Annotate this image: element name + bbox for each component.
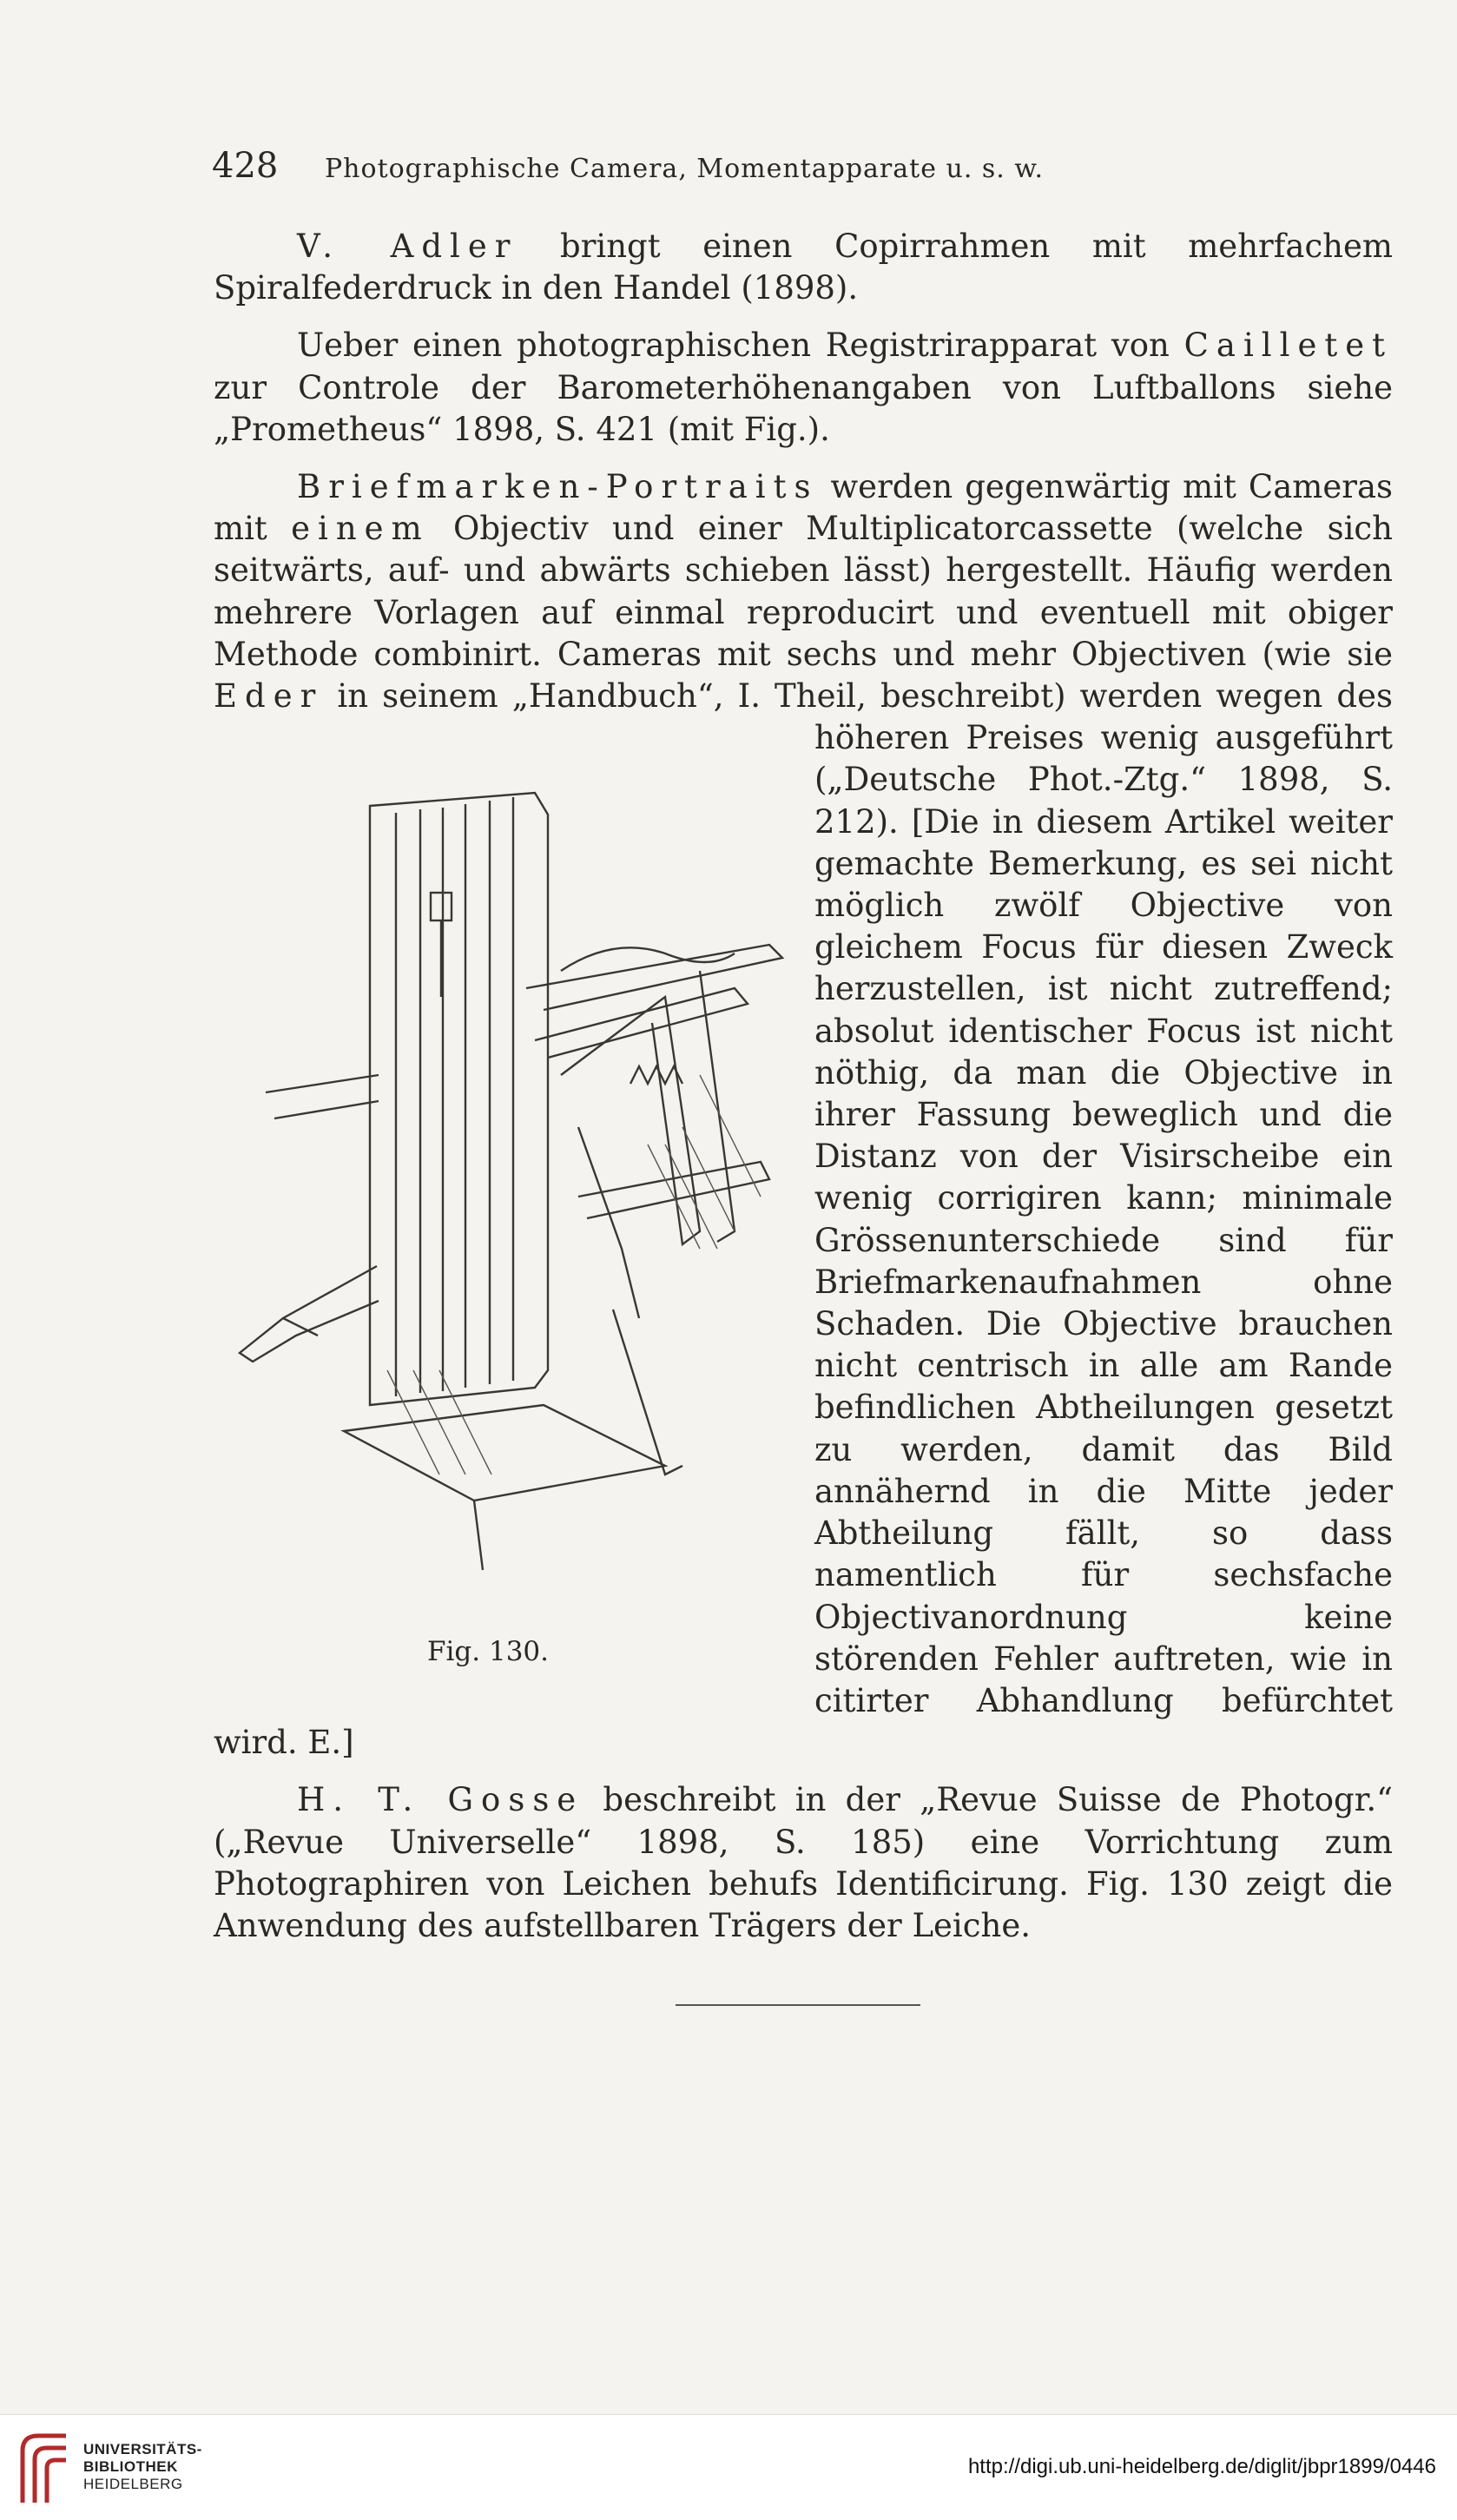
paragraph-adler xyxy=(214,226,1393,309)
paragraph-text: Objectiv und einer Multiplicatorcassette (welche sich seitwärts, auf- und abwärts schieben lässt) hergestellt. Häufig werden mehrere Vorlagen auf einmal reproducirt und eventuell mit obiger Methode combinirt. Cameras mit sechs und mehr Objectiven (wie sie xyxy=(214,510,1393,673)
paragraph-text: in seinem „Handbuch“, I. Theil, beschreibt) werden wegen des höheren Preises wenig ausgeführt („Deutsche Phot.-Ztg.“ 1898, S. 212). [Die in diesem Artikel weiter gemachte Bemerkung, es sei nicht möglich zwölf Objective von gleichem Focus für diesen Zweck herzustellen, ist nicht zutreffend; absolut identischer Focus ist nicht nöthig, da man die Objective in ihrer Fassung beweglich und die Distanz von der Visirscheibe ein wenig corrigiren kann; minimale Grössenunterschiede sind für Briefmarkenaufnahmen ohne Schaden. Die Objective brauchen nicht centrisch in alle am Rande befindlichen Abtheilungen gesetzt zu werden, damit das Bild annähernd in die Mitte jeder Abtheilung fällt, so dass namentlich für sechsfache Objectivanordnung keine störenden Fehler auftreten, wie in citirter Abhandlung befürchtet wird. E.] xyxy=(214,677,1393,1762)
author-name-cailletet: Cailletet xyxy=(1183,327,1393,365)
library-line-2: BIBLIOTHEK xyxy=(83,2458,178,2475)
author-name-adler: V. Adler xyxy=(297,228,518,265)
library-name xyxy=(83,2441,202,2493)
article-body xyxy=(214,226,1393,1963)
paragraph-text: Ueber einen photographischen Registrirapparat von xyxy=(297,327,1184,365)
corpse-stand-illustration xyxy=(214,710,787,1613)
end-rule xyxy=(676,2004,920,2006)
paragraph-text: werden gegenwärtig mit Cameras mit xyxy=(214,468,1393,548)
library-line-1: UNIVERSITÄTS- xyxy=(83,2441,202,2457)
figure-caption: Fig. 130. xyxy=(427,1636,549,1668)
university-library-logo-icon xyxy=(14,2429,76,2509)
author-name-eder: Eder xyxy=(214,677,324,716)
paragraph-cailletet xyxy=(214,325,1393,451)
footer-bar xyxy=(0,2414,1457,2520)
paragraph-gosse xyxy=(214,1779,1393,1947)
page-number: 428 xyxy=(212,146,279,186)
paragraph-briefmarken xyxy=(214,466,1393,1764)
term-briefmarken-portraits: Briefmarken-Portraits xyxy=(297,468,819,506)
paragraph-text: zur Controle der Barometerhöhenangaben von Luftballons siehe „Prometheus“ 1898, S. 421 (mit Fig.). xyxy=(214,368,1393,448)
page-header xyxy=(212,146,1202,186)
running-title: Photographische Camera, Momentapparate u. s. w. xyxy=(325,154,1045,184)
author-name-gosse: H. T. Gosse xyxy=(297,1781,584,1819)
permalink-url[interactable]: http://digi.ub.uni-heidelberg.de/diglit/jbpr1899/0446 xyxy=(967,2455,1436,2478)
paragraph-text: beschreibt in der „Revue Suisse de Photogr.“ („Revue Universelle“ 1898, S. 185) eine Vorrichtung zum Photographiren von Leichen behufs Identificirung. Fig. 130 zeigt die Anwendung des aufstellbaren Trägers der Leiche. xyxy=(214,1781,1393,1944)
figure-130 xyxy=(201,676,792,1700)
library-line-3: HEIDELBERG xyxy=(83,2476,183,2492)
emphasis-einem: einem xyxy=(291,510,430,548)
paragraph-text: bringt einen Copirrahmen mit mehrfachem Spiralfederdruck in den Handel (1898). xyxy=(214,228,1393,307)
